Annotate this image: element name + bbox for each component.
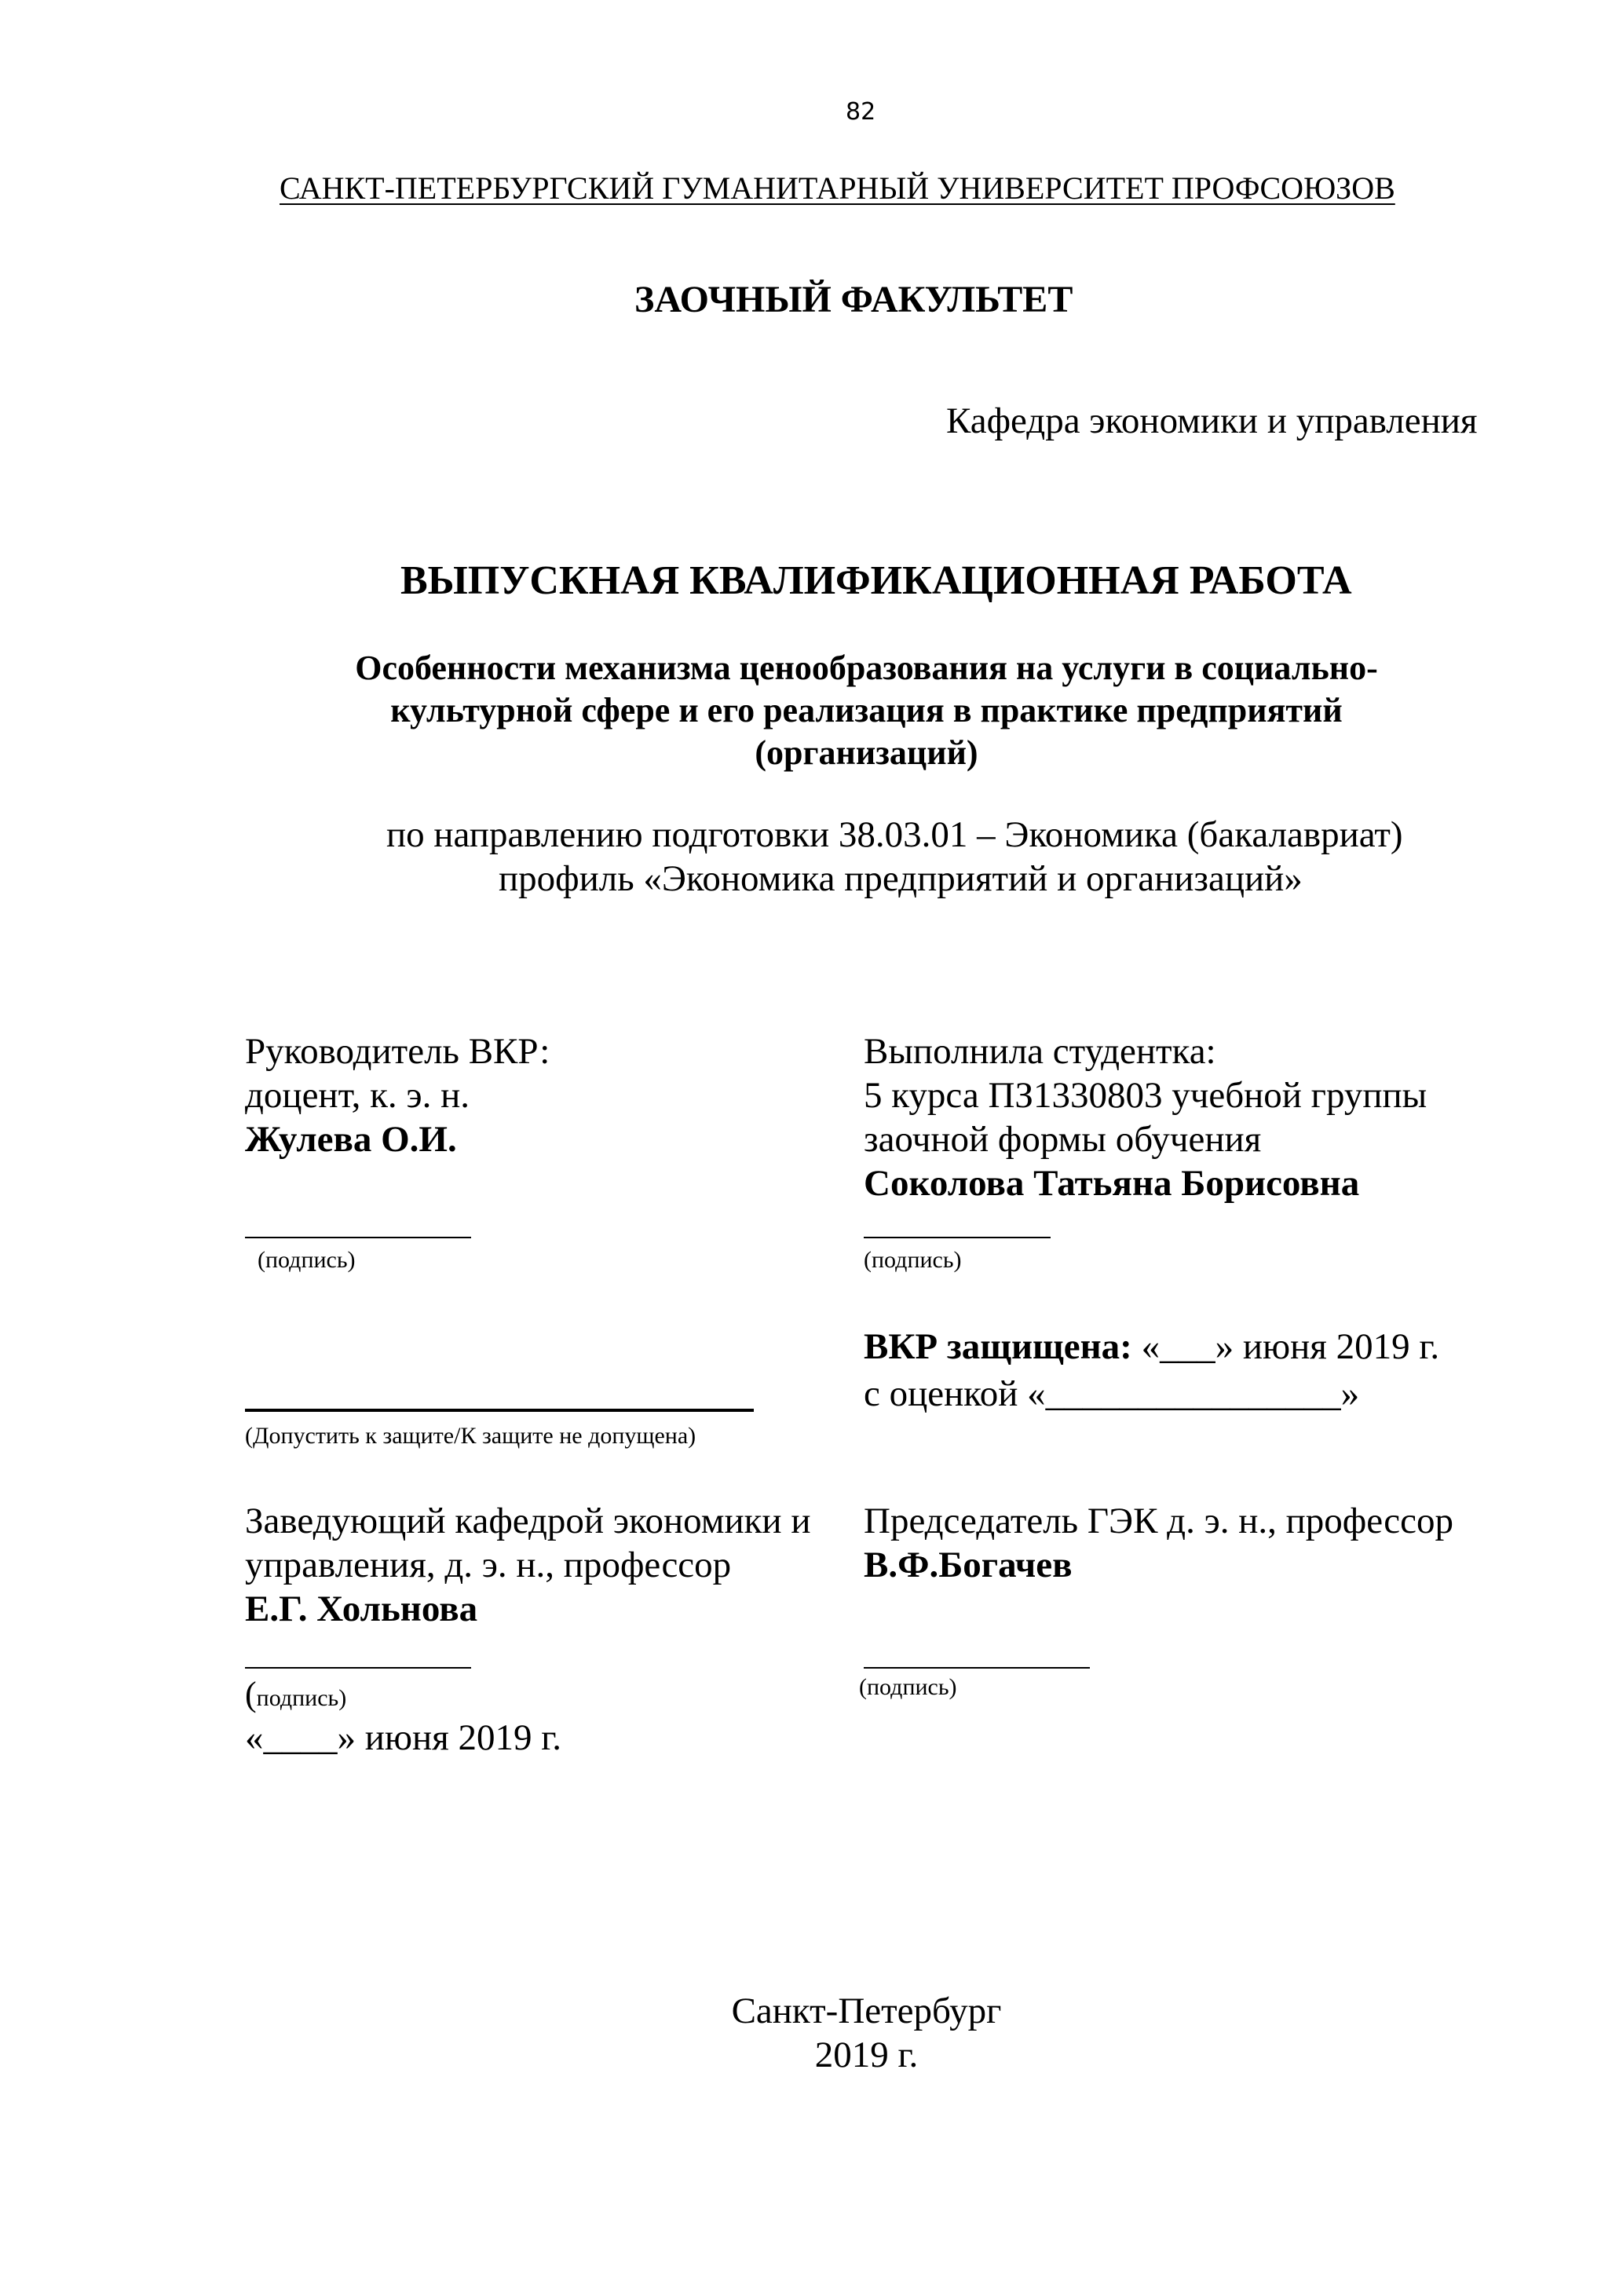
head-of-department-name: Е.Г. Хольнова: [245, 1589, 478, 1629]
training-direction: по направлению подготовки 38.03.01 – Экономика (бакалавриат): [386, 814, 1403, 855]
work-type: ВЫПУСКНАЯ КВАЛИФИКАЦИОННАЯ РАБОТА: [400, 558, 1352, 603]
defense-protected-date: «___» июня 2019 г.: [1141, 1326, 1440, 1367]
chairman-title: Председатель ГЭК д. э. н., профессор: [864, 1501, 1454, 1541]
page-number: 82: [846, 98, 876, 126]
department-name: Кафедра экономики и управления: [946, 400, 1478, 441]
university-name: САНКТ-ПЕТЕРБУРГСКИЙ ГУМАНИТАРНЫЙ УНИВЕРСИТЕТ ПРОФСОЮЗОВ: [280, 170, 1395, 206]
student-label: Выполнила студентка:: [864, 1031, 1216, 1072]
footer-year: 2019 г.: [814, 2035, 919, 2075]
supervisor-degree: доцент, к. э. н.: [245, 1075, 470, 1116]
head-signature-line: [245, 1667, 471, 1669]
student-name: Соколова Татьяна Борисовна: [864, 1163, 1360, 1204]
student-signature-line: [864, 1237, 1051, 1238]
footer-city: Санкт-Петербург: [731, 1991, 1002, 2031]
faculty-name: ЗАОЧНЫЙ ФАКУЛЬТЕТ: [634, 279, 1073, 320]
head-signature-caption: [245, 1677, 346, 1712]
supervisor-name: Жулева О.И.: [245, 1119, 457, 1160]
head-signature-caption-paren: (: [245, 1675, 257, 1713]
defense-grade: с оценкой «________________»: [864, 1373, 1360, 1414]
defense-protected: [864, 1326, 1440, 1367]
head-signature-caption-text: подпись): [256, 1685, 347, 1711]
chairman-signature-caption: (подпись): [859, 1674, 957, 1700]
head-of-department-line-2: управления, д. э. н., профессор: [245, 1545, 732, 1585]
work-title: [0, 647, 1623, 774]
head-signature-date: «____» июня 2019 г.: [245, 1717, 562, 1758]
defense-protected-label: ВКР защищена:: [864, 1326, 1132, 1367]
work-title-line-1: Особенности механизма ценообразования на услуги в социально-: [355, 649, 1378, 687]
work-title-line-2: культурной сфере и его реализация в практике предприятий: [390, 691, 1343, 729]
supervisor-signature-caption: (подпись): [258, 1247, 356, 1273]
student-signature-caption: (подпись): [864, 1247, 962, 1273]
head-of-department-line-1: Заведующий кафедрой экономики и: [245, 1501, 811, 1541]
work-title-line-3: (организаций): [755, 733, 978, 772]
student-group: 5 курса ПЗ1330803 учебной группы: [864, 1075, 1427, 1116]
student-form: заочной формы обучения: [864, 1119, 1262, 1160]
admission-caption: (Допустить к защите/К защите не допущена): [245, 1423, 696, 1449]
training-profile: профиль «Экономика предприятий и организаций»: [499, 858, 1303, 899]
admission-decision-line: [245, 1409, 754, 1412]
chairman-signature-line: [864, 1667, 1090, 1669]
supervisor-signature-line: [245, 1237, 471, 1238]
chairman-name: В.Ф.Богачев: [864, 1545, 1073, 1585]
supervisor-label: Руководитель ВКР:: [245, 1031, 550, 1072]
